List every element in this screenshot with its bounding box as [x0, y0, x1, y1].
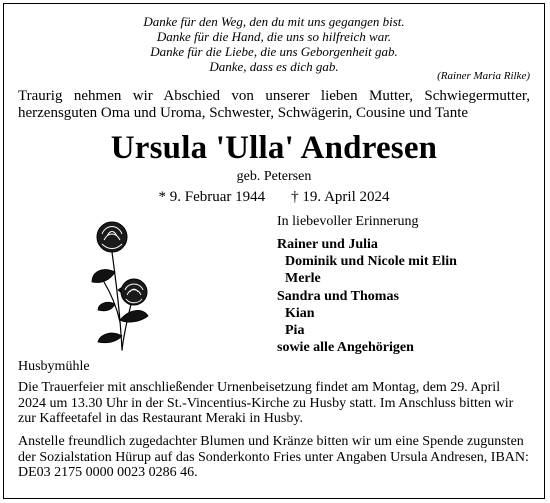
place-name: Husbymühle: [18, 359, 90, 374]
death-date: † 19. April 2024: [291, 189, 390, 205]
birth-date: * 9. Februar 1944: [158, 189, 266, 205]
family-list: [277, 236, 457, 356]
deceased-name: Ursula 'Ulla' Andresen: [110, 130, 438, 166]
memory-label: In liebevoller Erinnerung: [277, 214, 419, 229]
rose-icon: [82, 212, 160, 352]
poem-author: (Rainer Maria Rilke): [437, 70, 530, 82]
poem-line: Danke für die Hand, die uns so hilfreich war.: [156, 29, 392, 44]
obituary-notice: [3, 3, 545, 499]
family-member: Sandra und Thomas: [277, 288, 399, 304]
birth-name: geb. Petersen: [236, 169, 312, 184]
poem: [4, 14, 544, 74]
family-member: Dominik und Nicole mit Elin: [285, 254, 457, 270]
family-member: Rainer und Julia: [277, 237, 378, 252]
service-paragraph: Die Trauerfeier mit anschließender Urnenbeisetzung findet am Montag, dem 29. April 2024 um 13.30 Uhr in der St.-Vincentius-Kirche zu Husby statt. Im Anschluss bitten wir zur Kaffeetafel in das Restaurant Meraki in Husby.: [18, 380, 514, 426]
family-member: sowie alle Angehörigen: [277, 340, 414, 356]
poem-line: Danke, dass es dich gab.: [209, 59, 339, 74]
poem-line: Danke für die Liebe, die uns Geborgenheit gab.: [150, 44, 398, 59]
family-member: Merle: [285, 271, 321, 287]
donation-paragraph: Anstelle freundlich zugedachter Blumen und Kränze bitten wir um eine Spende zugunsten der Sozialstation Hürup auf das Sonderkonto Fries unter Angaben Ursula Andresen, IBAN: DE03 2175 0000 0023 0286 46.: [18, 434, 529, 480]
poem-line: Danke für den Weg, den du mit uns gegangen bist.: [143, 14, 405, 29]
family-member: Kian: [285, 305, 315, 321]
intro-text: Traurig nehmen wir Abschied von unserer lieben Mutter, Schwiegermutter, herzensguten Oma und Uroma, Schwester, Schwägerin, Cousine und Tante: [18, 88, 530, 121]
life-dates: [4, 189, 544, 206]
family-member: Pia: [285, 323, 305, 339]
